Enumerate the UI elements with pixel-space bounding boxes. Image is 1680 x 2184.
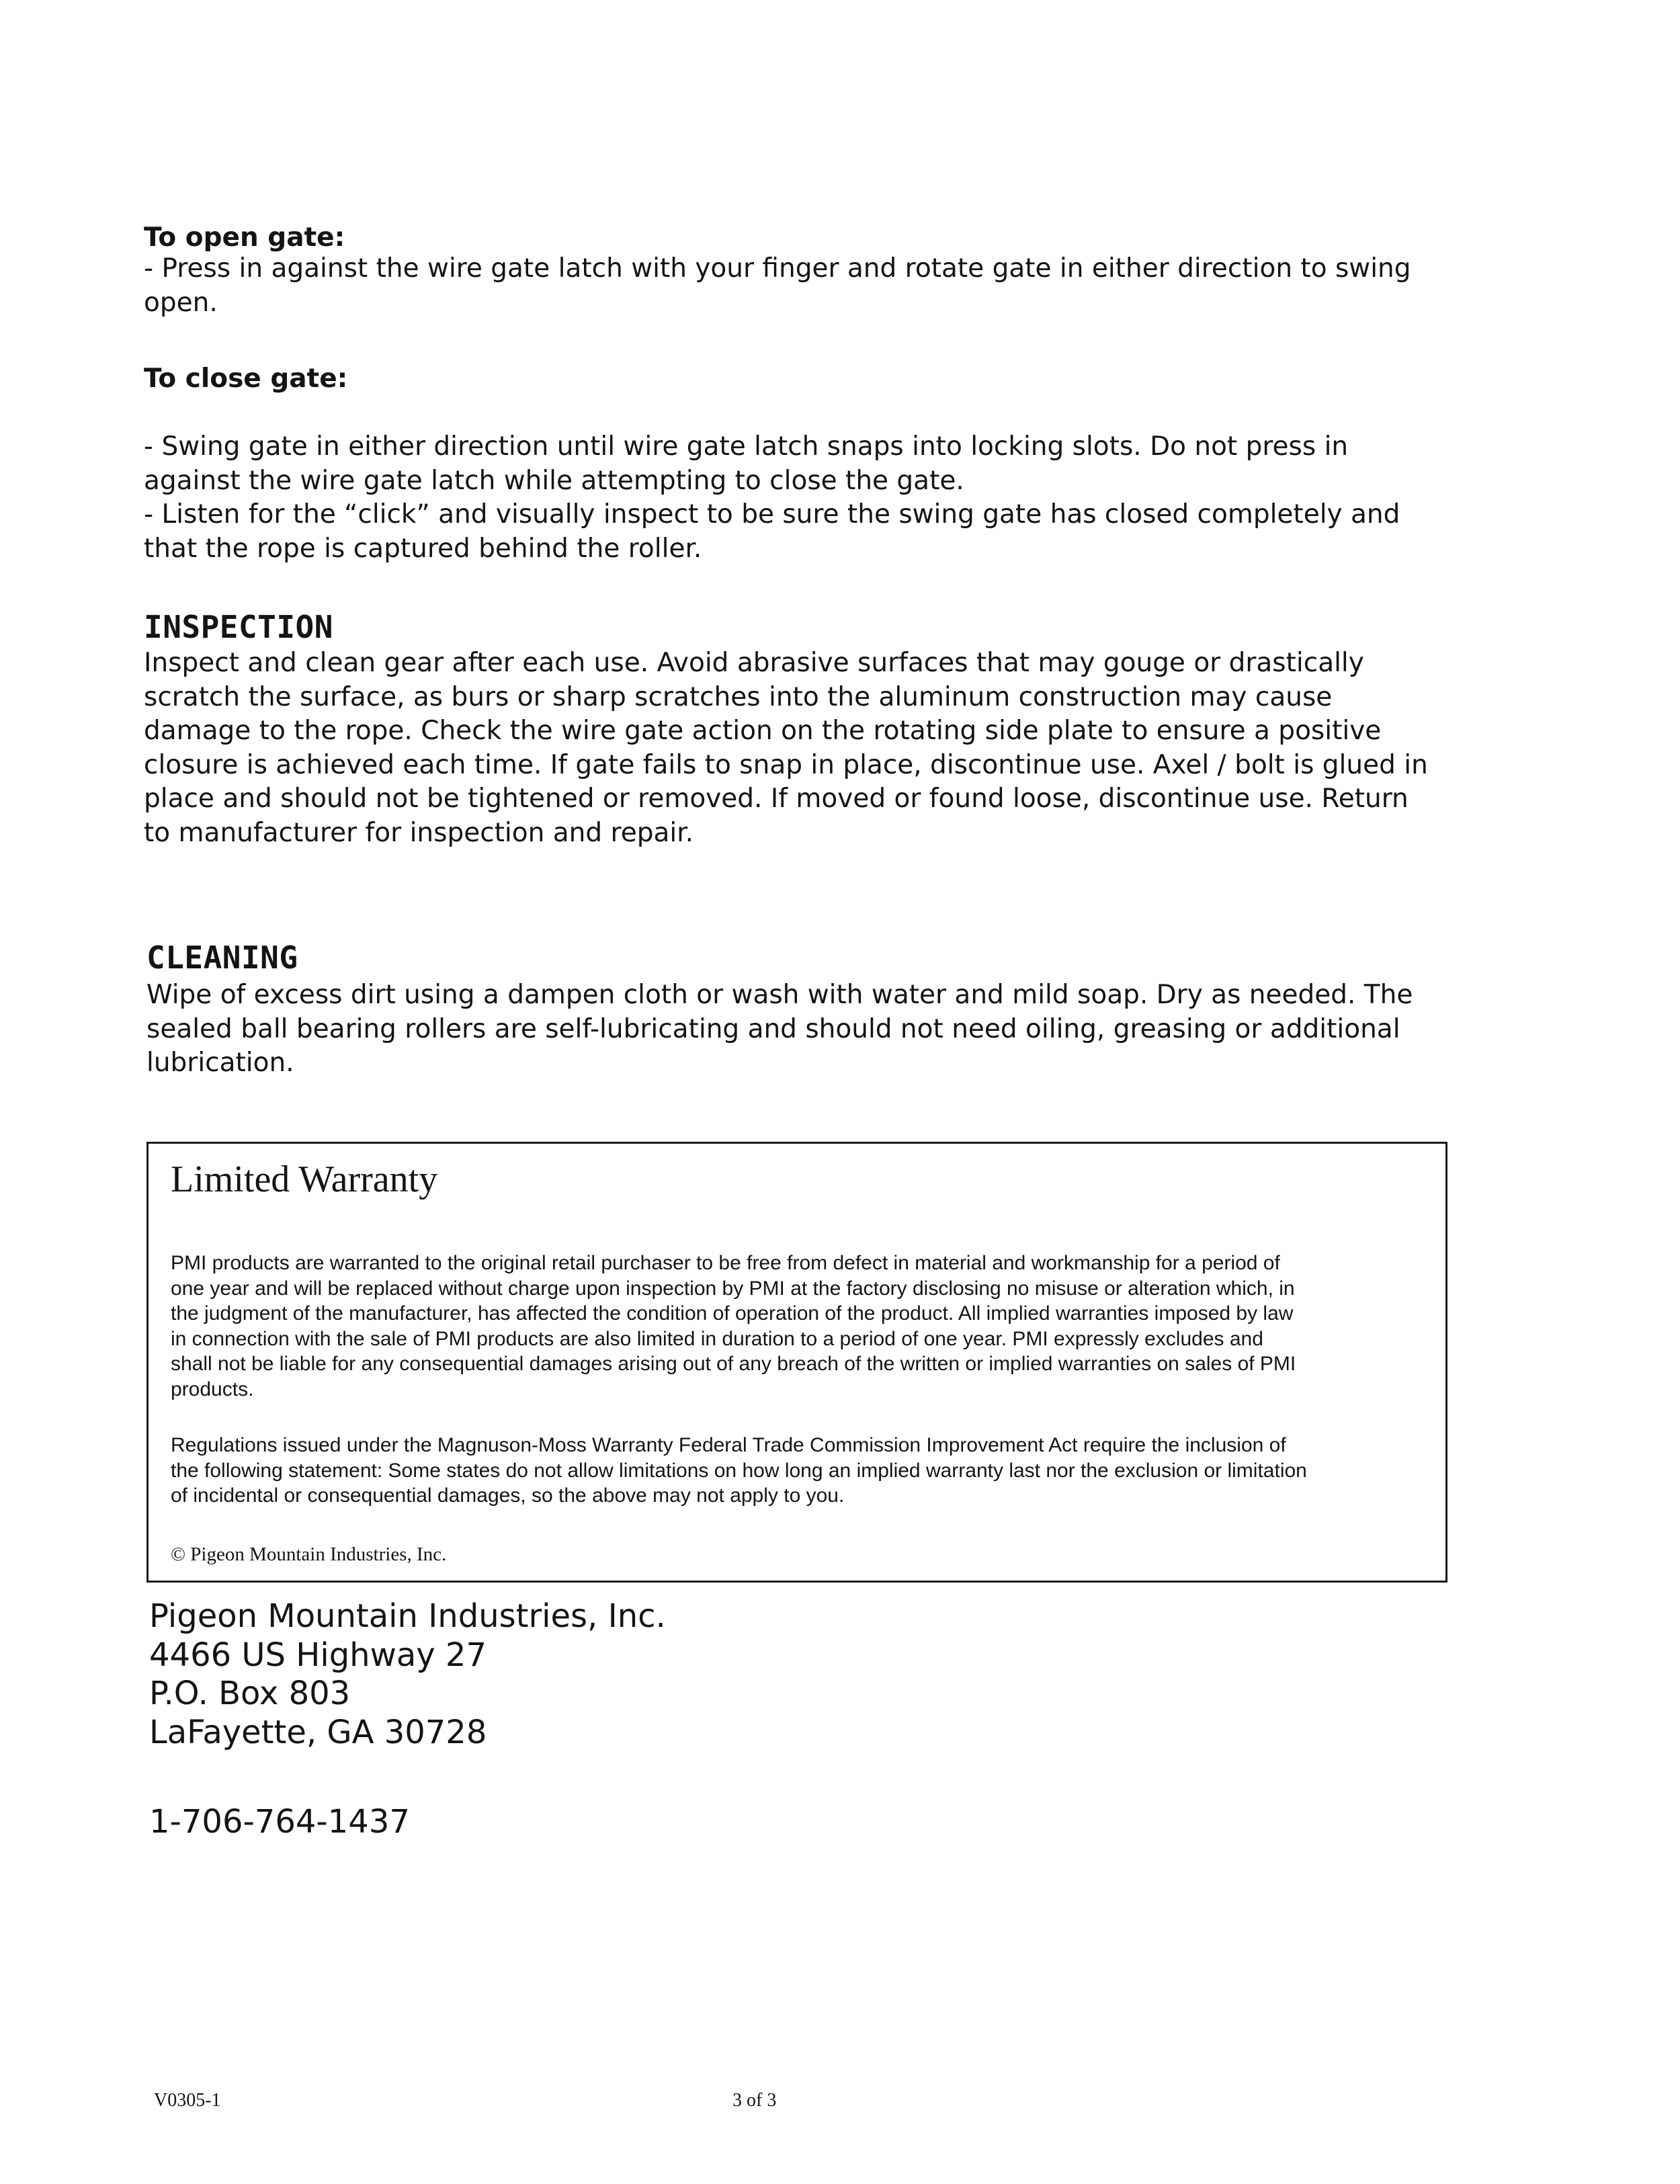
inspection-text — [144, 646, 1428, 850]
warranty-paragraph-1 — [171, 1251, 1296, 1402]
text-line: in connection with the sale of PMI products are also limited in duration to a period of one year. PMI expressly excludes and — [171, 1327, 1263, 1350]
document-code: V0305-1 — [154, 2090, 221, 2111]
text-line: PMI products are warranted to the original retail purchaser to be free from defect in material and workmanship for a period of — [171, 1252, 1280, 1274]
inspection-heading: INSPECTION — [144, 609, 333, 645]
text-line: Regulations issued under the Magnuson-Moss Warranty Federal Trade Commission Improvement Act require the inclusion of — [171, 1434, 1286, 1456]
close-gate-heading: To close gate: — [144, 364, 348, 394]
warranty-title: Limited Warranty — [171, 1159, 438, 1200]
warranty-paragraph-2 — [171, 1433, 1307, 1509]
text-line: sealed ball bearing rollers are self-lubricating and should not need oiling, greasing or additional — [146, 1013, 1400, 1044]
text-line: - Swing gate in either direction until wire gate latch snaps into locking slots. Do not press in — [144, 431, 1349, 462]
text-line: Inspect and clean gear after each use. Avoid abrasive surfaces that may gouge or drastically — [144, 648, 1364, 678]
text-line: one year and will be replaced without charge upon inspection by PMI at the factory disclosing no misuse or alteration which, in — [171, 1277, 1295, 1300]
text-line: place and should not be tightened or removed. If moved or found loose, discontinue use. Return — [144, 784, 1409, 814]
text-line: damage to the rope. Check the wire gate action on the rotating side plate to ensure a positive — [144, 716, 1382, 746]
open-gate-text — [144, 252, 1411, 320]
text-line: Wipe of excess dirt using a dampen cloth or wash with water and mild soap. Dry as needed. The — [146, 980, 1413, 1010]
address-line: 4466 US Highway 27 — [149, 1636, 487, 1674]
text-line: closure is achieved each time. If gate fails to snap in place, discontinue use. Axel / bolt is glued in — [144, 749, 1428, 780]
text-line: - Press in against the wire gate latch with your finger and rotate gate in either direction to swing — [144, 253, 1411, 284]
text-line: that the rope is captured behind the roller. — [144, 533, 702, 564]
close-gate-text — [144, 430, 1400, 566]
text-line: scratch the surface, as burs or sharp scratches into the aluminum construction may cause — [144, 681, 1333, 712]
page-number: 3 of 3 — [732, 2090, 777, 2111]
text-line: the judgment of the manufacturer, has affected the condition of operation of the product. All implied warranties imposed by law — [171, 1302, 1294, 1325]
text-line: of incidental or consequential damages, so the above may not apply to you. — [171, 1484, 845, 1507]
address-line: LaFayette, GA 30728 — [149, 1713, 487, 1751]
warranty-copyright: © Pigeon Mountain Industries, Inc. — [171, 1544, 447, 1565]
text-line: to manufacturer for inspection and repair. — [144, 817, 694, 848]
address-line: P.O. Box 803 — [149, 1675, 351, 1712]
text-line: shall not be liable for any consequential damages arising out of any breach of the written or implied warranties on sales of PMI — [171, 1353, 1296, 1376]
text-line: the following statement: Some states do not allow limitations on how long an implied warranty last nor the exclusion or limitation — [171, 1459, 1307, 1482]
text-line: against the wire gate latch while attempting to close the gate. — [144, 465, 964, 496]
address-line: Pigeon Mountain Industries, Inc. — [149, 1597, 666, 1635]
company-address — [149, 1597, 666, 1752]
text-line: products. — [171, 1378, 254, 1400]
warranty-box — [146, 1142, 1447, 1583]
text-line: lubrication. — [146, 1048, 294, 1078]
cleaning-text — [146, 978, 1413, 1081]
text-line: open. — [144, 287, 218, 318]
phone-number: 1-706-764-1437 — [149, 1803, 410, 1841]
text-line: - Listen for the “click” and visually inspect to be sure the swing gate has closed completely and — [144, 499, 1400, 530]
cleaning-heading: CLEANING — [146, 939, 298, 976]
open-gate-heading: To open gate: — [144, 222, 345, 253]
